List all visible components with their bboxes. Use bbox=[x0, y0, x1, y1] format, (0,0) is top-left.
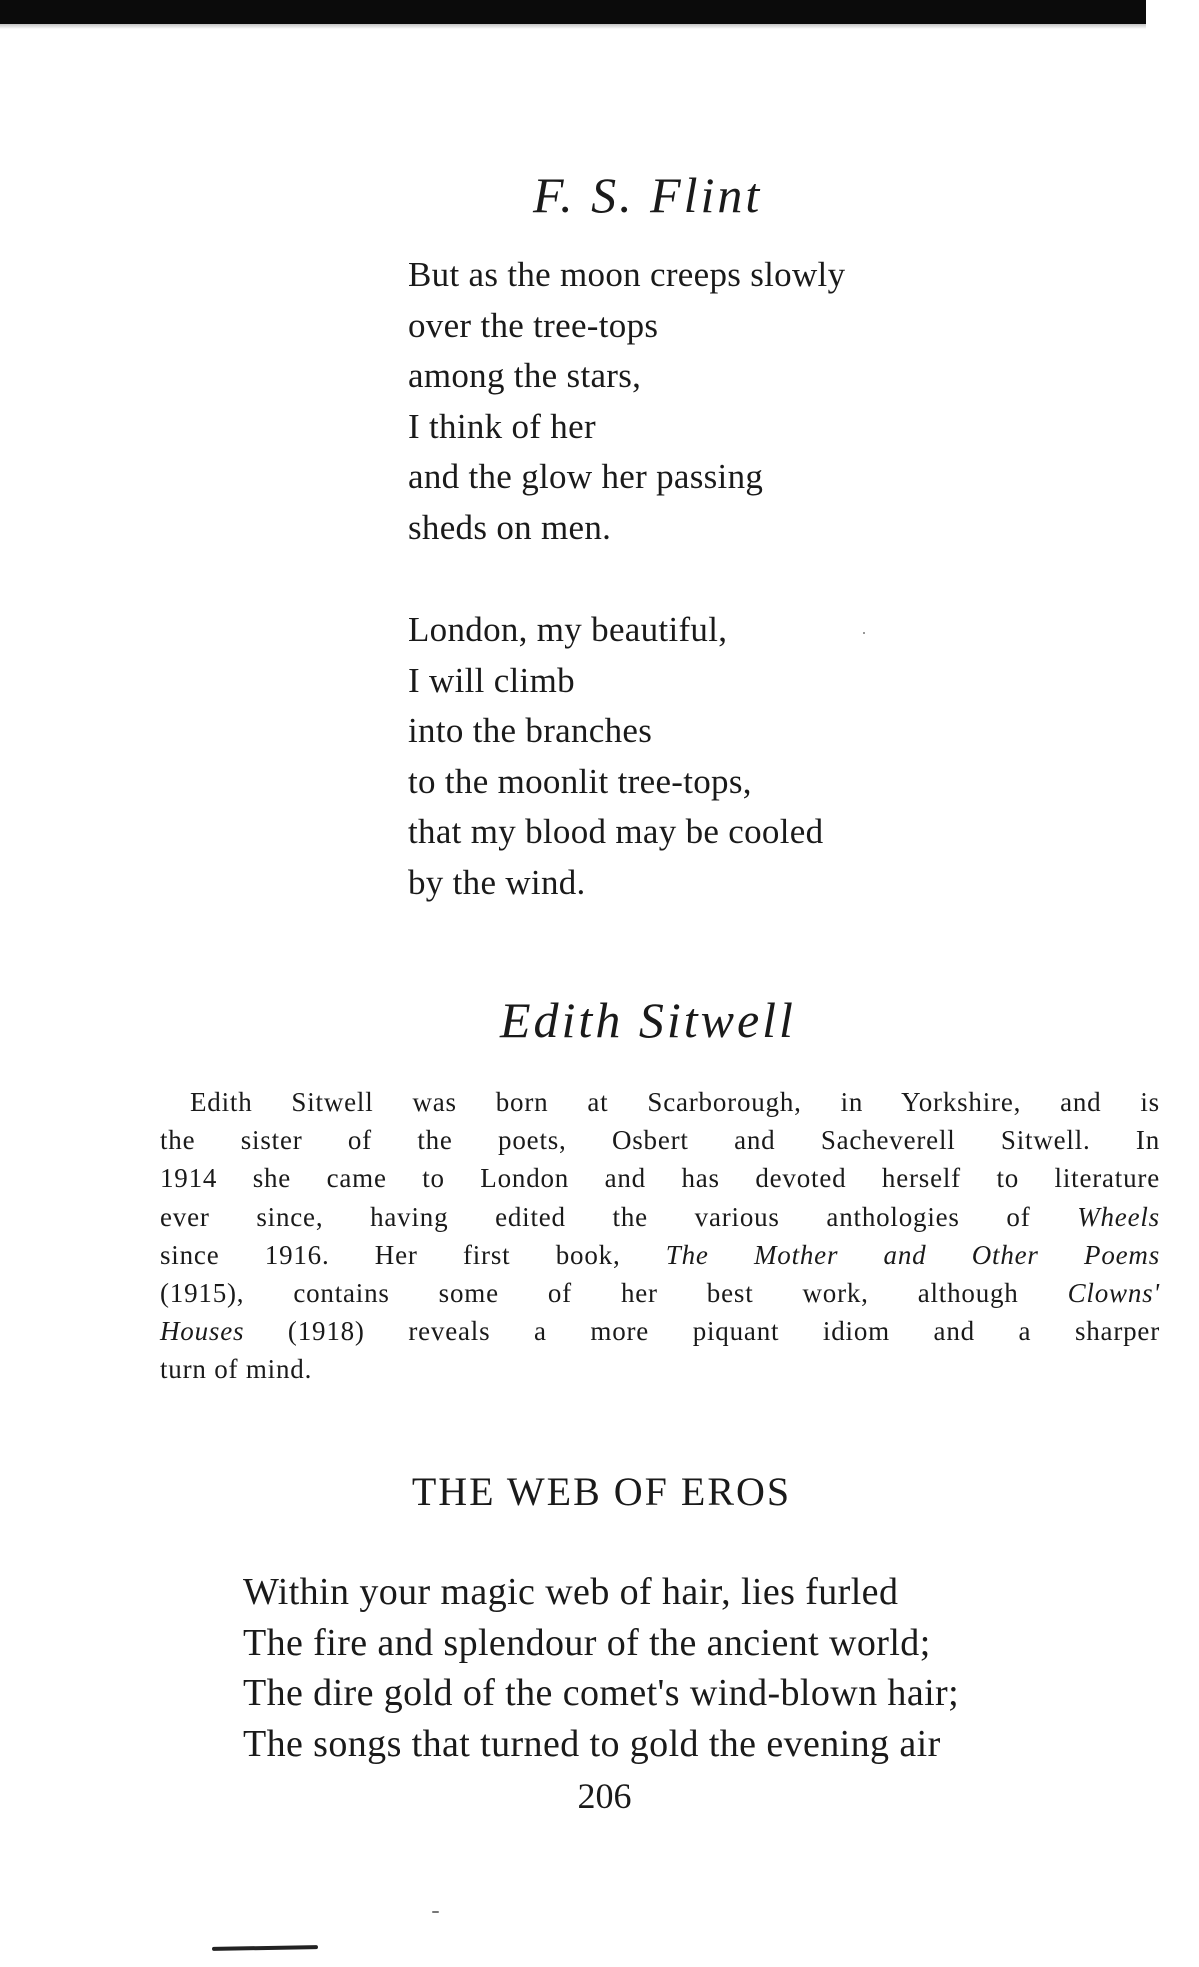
verse-line: I will climb bbox=[408, 660, 575, 700]
verse-line: sheds on men. bbox=[408, 507, 612, 547]
poem-verse bbox=[243, 1567, 959, 1769]
author-heading-flint: F. S. Flint bbox=[533, 167, 763, 223]
bio-text: ever since, having edited the various anthologies of bbox=[160, 1201, 1078, 1232]
bio-line bbox=[160, 1274, 1160, 1312]
verse-line: into the branches bbox=[408, 711, 653, 750]
verse-line: The songs that turned to gold the evening air bbox=[243, 1722, 941, 1765]
verse-line: The dire gold of the comet's wind-blown hair; bbox=[243, 1672, 960, 1714]
poem-title: THE WEB OF EROS bbox=[411, 1469, 792, 1514]
verse-line: over the tree-tops bbox=[408, 305, 659, 345]
bio-line: the sister of the poets, Osbert and Sacheverell Sitwell. In bbox=[160, 1125, 1160, 1156]
verse-line: by the wind. bbox=[408, 862, 586, 902]
verse-line: that my blood may be cooled bbox=[408, 812, 824, 851]
verse-line: But as the moon creeps slowly bbox=[408, 255, 846, 294]
bio-text: since 1916. Her first book, bbox=[160, 1239, 666, 1270]
bio-text: (1918) reveals a more piquant idiom and a sharper bbox=[244, 1316, 1160, 1347]
scan-mark bbox=[212, 1945, 318, 1951]
bio-italic-title: The Mother and Other Poems bbox=[665, 1239, 1161, 1270]
scan-speck bbox=[432, 1911, 439, 1913]
bio-line bbox=[160, 1236, 1160, 1274]
author-heading-sitwell: Edith Sitwell bbox=[500, 992, 796, 1048]
bio-text: (1915), contains some of her best work, although bbox=[160, 1278, 1068, 1309]
bio-line: turn of mind. bbox=[160, 1354, 313, 1385]
bio-italic-title: Houses bbox=[160, 1316, 245, 1347]
verse-line: among the stars, bbox=[408, 356, 642, 395]
scan-speck bbox=[863, 632, 865, 634]
bio-line: 1914 she came to London and has devoted herself to literature bbox=[160, 1163, 1160, 1194]
bio-line: Edith Sitwell was born at Scarborough, in Yorkshire, and is bbox=[190, 1087, 1160, 1117]
author-biography bbox=[160, 1083, 1160, 1389]
flint-stanza-2 bbox=[408, 605, 823, 908]
bio-line bbox=[160, 1198, 1160, 1236]
top-edge-rule bbox=[0, 0, 1146, 24]
verse-line: The fire and splendour of the ancient world; bbox=[243, 1621, 931, 1664]
verse-line: I think of her bbox=[408, 406, 596, 446]
top-edge-shadow bbox=[0, 24, 1146, 29]
verse-line: to the moonlit tree-tops, bbox=[408, 761, 752, 801]
verse-line: and the glow her passing bbox=[408, 457, 764, 496]
bio-italic-title: Clowns' bbox=[1067, 1278, 1160, 1309]
page-number: 206 bbox=[577, 1776, 632, 1816]
flint-stanza-1 bbox=[408, 250, 845, 553]
verse-line: Within your magic web of hair, lies furled bbox=[243, 1571, 899, 1613]
bio-italic-title: Wheels bbox=[1077, 1201, 1160, 1232]
bio-line bbox=[160, 1312, 1160, 1350]
verse-line: London, my beautiful, bbox=[408, 610, 728, 649]
